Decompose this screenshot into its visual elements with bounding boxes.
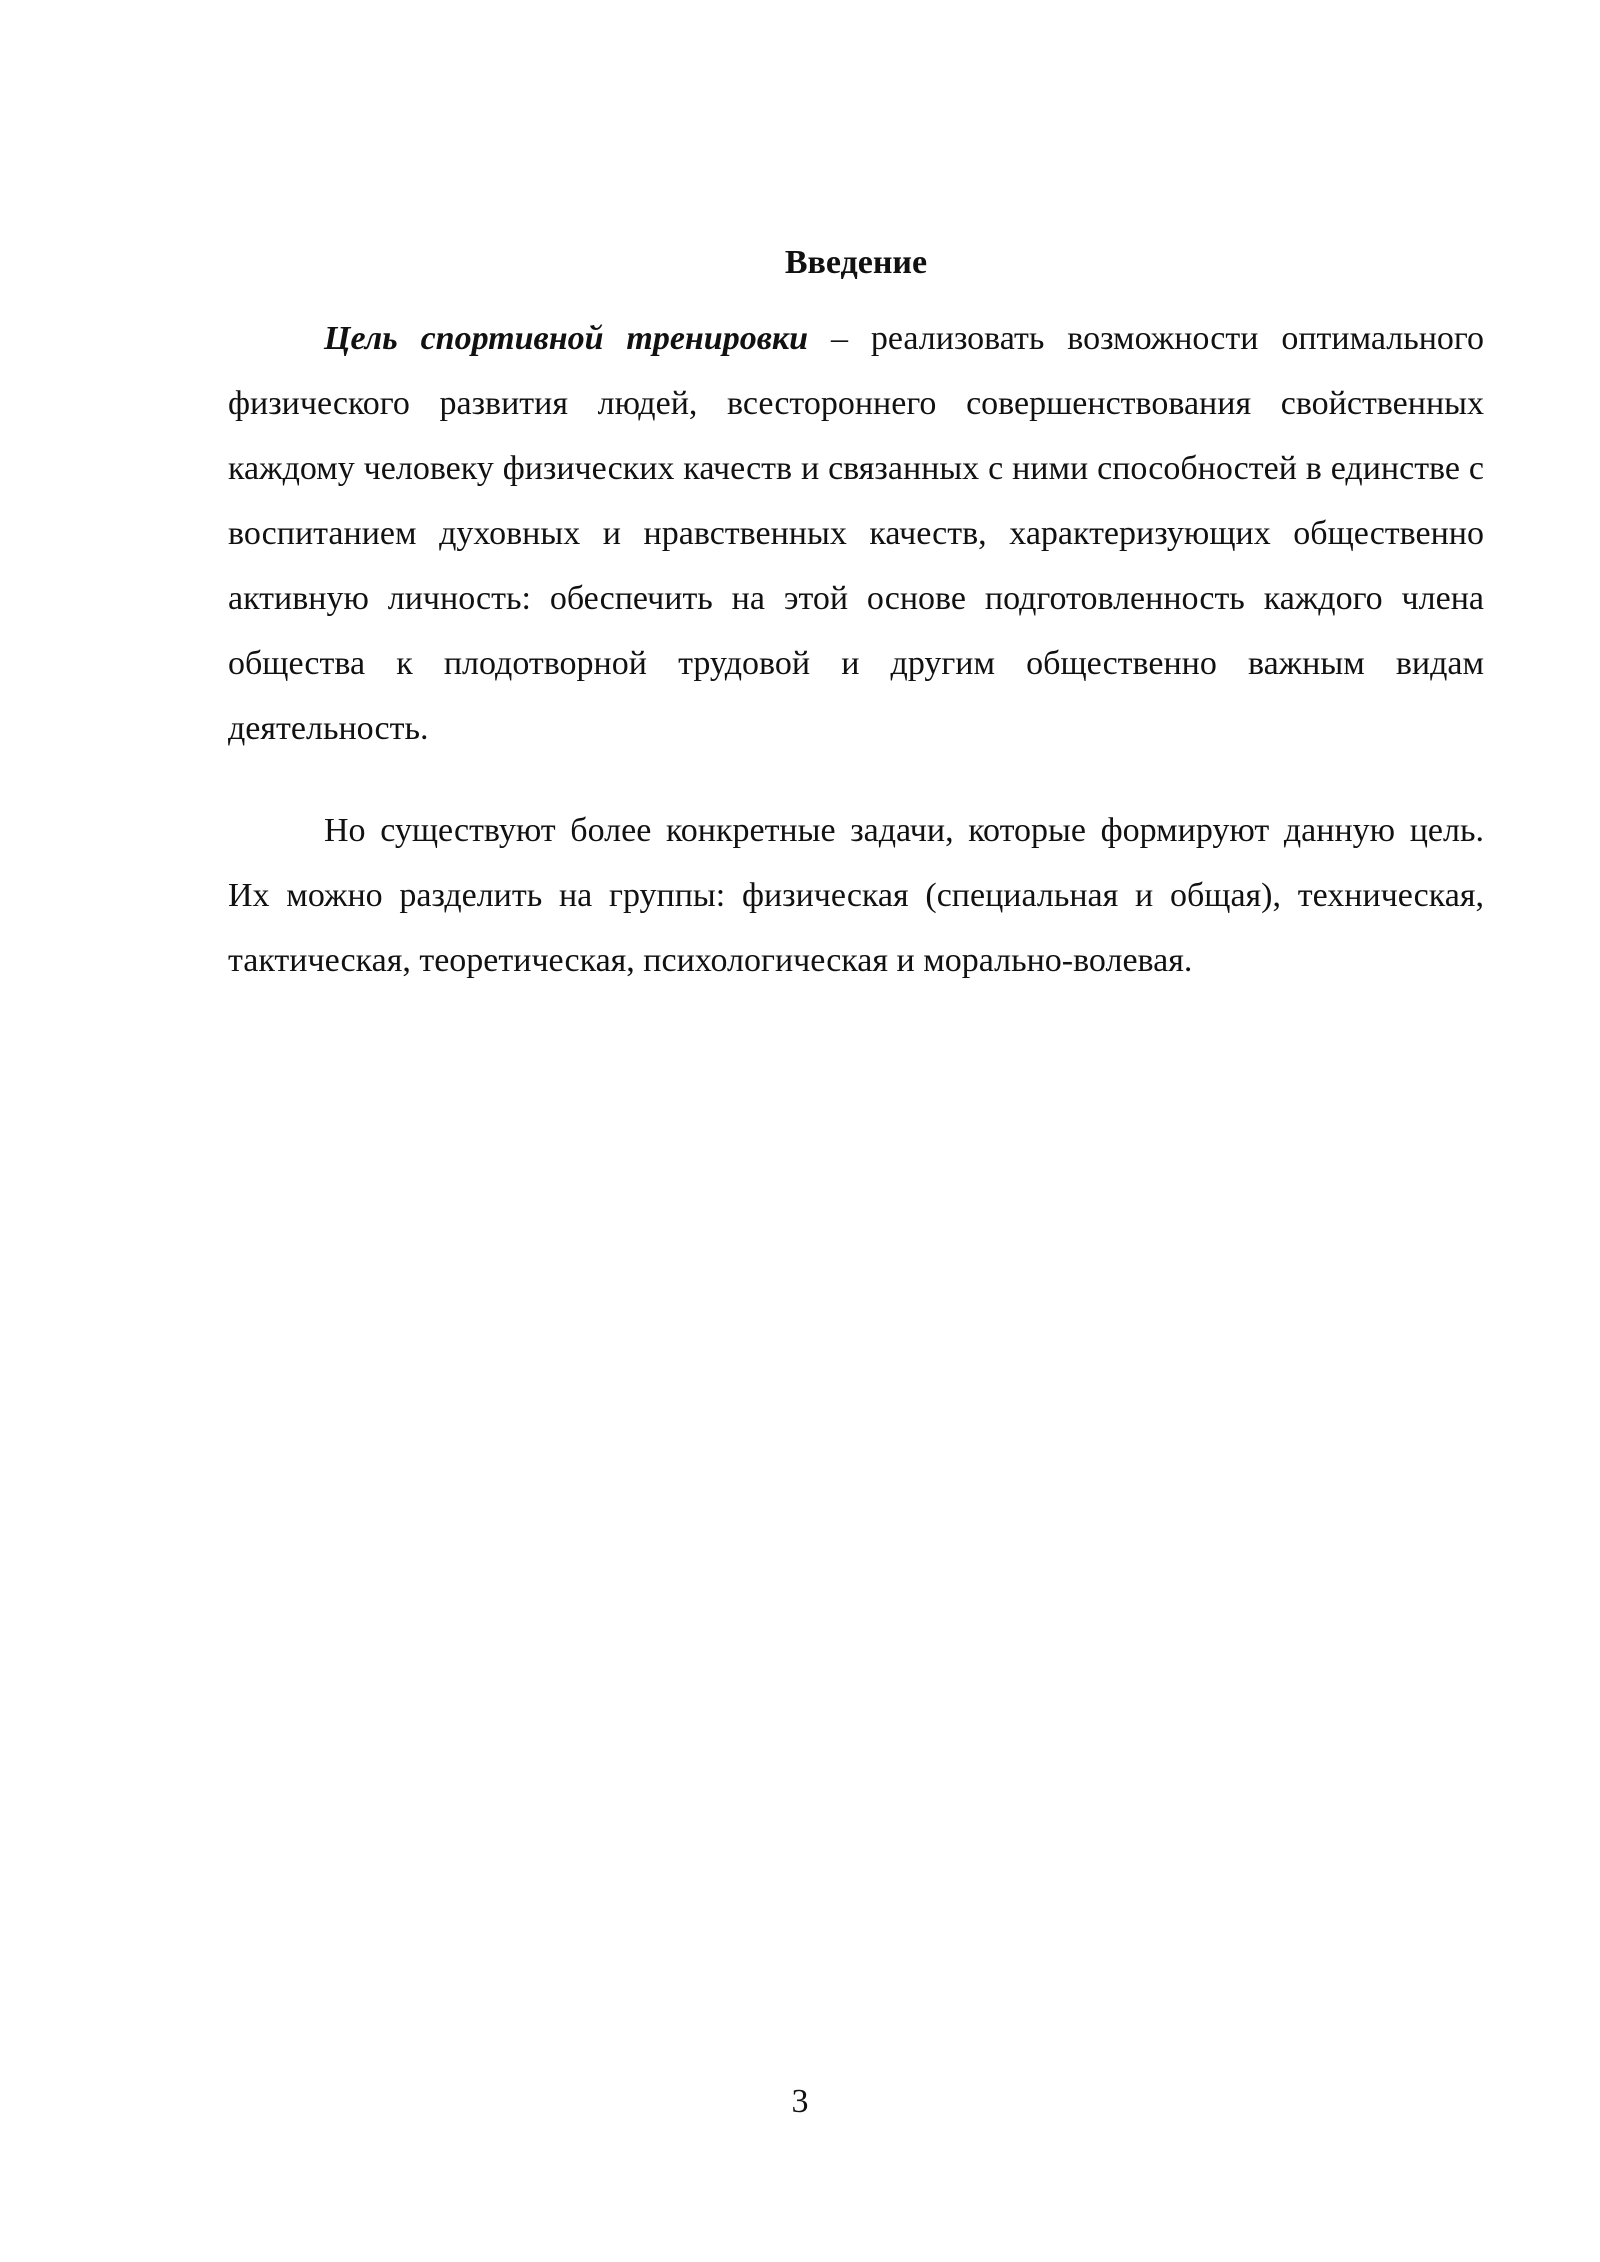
paragraph-goal-text: – реализовать возможности оптимального физического развития людей, всестороннего совершенствования свойственных каждому человеку физических качеств и связанных с ними способностей в единстве с воспитанием духовных и нравственных качеств, характеризующих общественно активную личность: обеспечить на этой основе подготовленность каждого члена общества к плодотворной трудовой и другим общественно важным видам деятельность. — [228, 320, 1485, 747]
paragraph-tasks: Но существуют более конкретные задачи, которые формируют данную цель. Их можно разделить на группы: физическая (специальная и общая), техническая, тактическая, теоретическая, психологическая и морально-волевая. — [228, 812, 1484, 979]
paragraph-goal — [228, 306, 1484, 761]
defined-term: Цель спортивной тренировки — [324, 320, 809, 357]
section-heading: Введение — [784, 244, 928, 281]
page-number: 3 — [791, 2083, 809, 2120]
page-content — [228, 234, 1484, 993]
